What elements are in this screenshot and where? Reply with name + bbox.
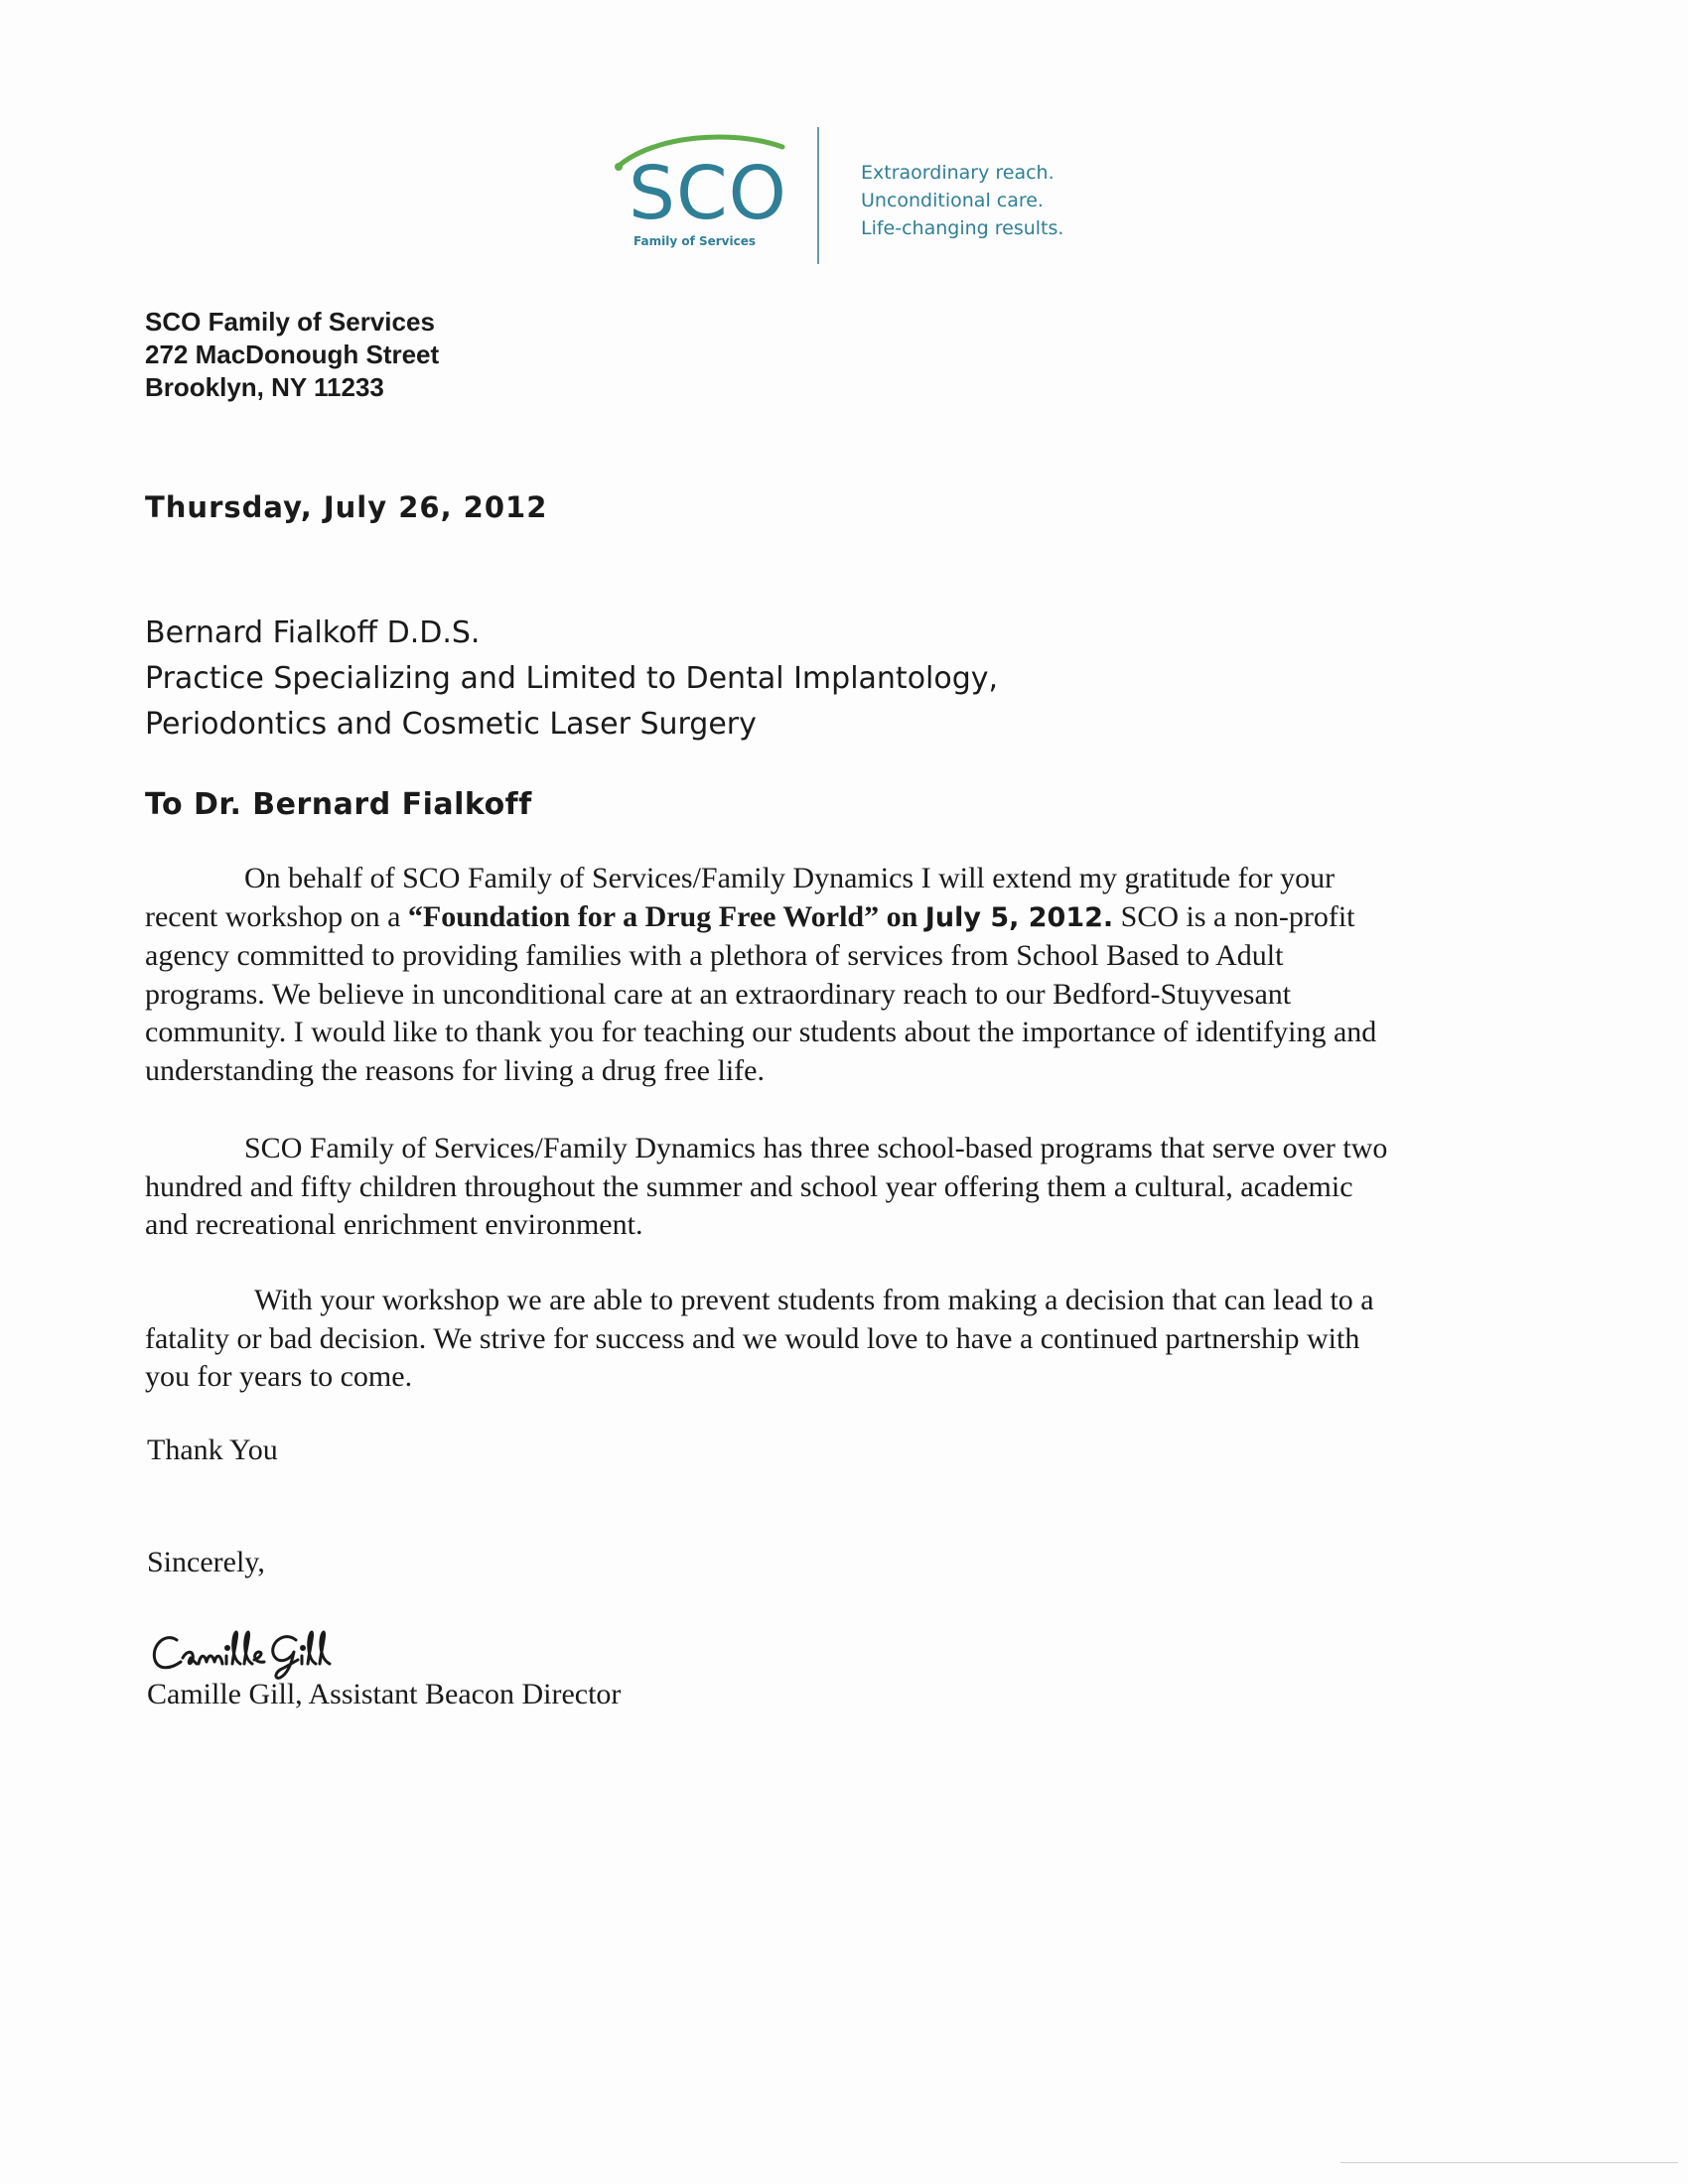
workshop-date: July 5, 2012.	[924, 901, 1114, 933]
paragraph-line: and recreational enrichment environment.	[145, 1208, 643, 1241]
paragraph-line: hundred and fifty children throughout the summer and school year offering them a cultural, academic	[145, 1169, 1353, 1203]
paragraph-line: you for years to come.	[145, 1360, 413, 1393]
paragraph-line: On behalf of SCO Family of Services/Family Dynamics I will extend my gratitude for your	[244, 862, 1336, 894]
thank-you-line: Thank You	[147, 1433, 278, 1466]
tagline-line: Life-changing results.	[861, 217, 1064, 239]
workshop-title: “Foundation for a Drug Free World” on	[407, 899, 918, 933]
tagline-line: Unconditional care.	[861, 190, 1044, 211]
tagline-line: Extraordinary reach.	[861, 162, 1055, 184]
sender-street: 272 MacDonough Street	[145, 340, 440, 369]
paragraph-line: fatality or bad decision. We strive for success and we would love to have a continued partnership with	[145, 1321, 1360, 1355]
paragraph-line: agency committed to providing families with a plethora of services from School Based to Adult	[145, 939, 1284, 972]
body-paragraph-2	[145, 1130, 1545, 1245]
body-paragraph-3	[145, 1282, 1545, 1397]
scan-edge-line	[1340, 2162, 1678, 2163]
body-paragraph-1	[145, 860, 1545, 1090]
recipient-practice: Practice Specializing and Limited to Dental Implantology,	[145, 661, 999, 696]
paragraph-line	[145, 898, 1545, 938]
line-text: recent workshop on a	[145, 899, 408, 933]
salutation: To Dr. Bernard Fialkoff	[145, 787, 532, 822]
handwritten-signature	[147, 1618, 336, 1682]
paragraph-line: programs. We believe in unconditional care at an extraordinary reach to our Bedford-Stuyvesant	[145, 977, 1292, 1011]
logo-wordmark: SCO	[629, 151, 787, 236]
letterhead-divider	[817, 127, 819, 264]
logo-subtext: Family of Services	[633, 234, 756, 248]
paragraph-line: community. I would like to thank you for teaching our students about the importance of identifying and	[145, 1016, 1377, 1048]
signer-name-title: Camille Gill, Assistant Beacon Director	[147, 1678, 622, 1710]
closing: Sincerely,	[147, 1546, 265, 1578]
sender-name: SCO Family of Services	[145, 307, 435, 337]
letter-date: Thursday, July 26, 2012	[145, 490, 548, 524]
paragraph-line: SCO Family of Services/Family Dynamics has three school-based programs that serve over two	[244, 1132, 1388, 1164]
sender-address	[145, 306, 439, 404]
line-text: SCO is a non-profit	[1113, 899, 1355, 933]
sender-city: Brooklyn, NY 11233	[145, 372, 384, 402]
letterhead-tagline	[861, 159, 1063, 242]
paragraph-line: understanding the reasons for living a drug free life.	[145, 1053, 765, 1087]
recipient-block	[145, 611, 998, 748]
recipient-practice-cont: Periodontics and Cosmetic Laser Surgery	[145, 707, 757, 742]
paragraph-line: With your workshop we are able to prevent students from making a decision that can lead to a	[254, 1284, 1374, 1316]
recipient-name: Bernard Fialkoff D.D.S.	[145, 615, 481, 650]
